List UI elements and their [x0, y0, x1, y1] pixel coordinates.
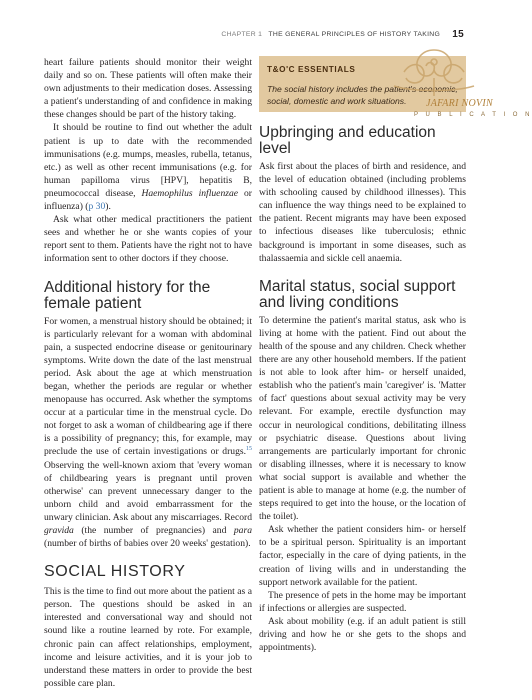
- paragraph-spirituality: Ask whether the patient considers him- or herself to be a spiritual person. Spirituality is an important factor, especially in the care of dying patients, in the creation of living wills and in understanding the support network available for the patient.: [259, 524, 466, 588]
- paragraph-immunisations: It should be routine to find out whether the adult patient is up to date with the recommended immunisations (e.g. mumps, measles, rubella, tetanus, etc.) as well as other recent immunisations (e.g. for human papilloma virus [HPV], hepatitis B, pneumococcal disease, Haemophilus influenzae or influenza) (p 30).: [44, 122, 252, 213]
- heading-upbringing: Upbringing and education level: [259, 124, 436, 157]
- page-reference-link[interactable]: p 30: [88, 201, 106, 213]
- heading-female-history: Additional history for the female patient: [44, 278, 211, 312]
- left-column: [44, 56, 252, 690]
- right-column: [259, 56, 466, 654]
- paragraph-upbringing: Ask first about the places of birth and residence, and the level of education obtained (including problems with schooling caused by childhood illnesses). This can influence the way things need to be explained to the patient. Recent migrants may have been exposed to infectious diseases like tuberculosis; ethnic background is important in some diseases, such as thalassaemia and sickle cell anaemia.: [259, 161, 466, 264]
- publisher-watermark-logo: [384, 42, 532, 118]
- heading-social-history: SOCIAL HISTORY: [44, 563, 186, 581]
- paragraph-mobility: Ask about mobility (e.g. if an adult patient is still driving and how he or she gets to the shops and appointments).: [259, 615, 466, 654]
- paragraph-menstrual-history: For women, a menstrual history should be obtained; it is particularly relevant for a woman with abdominal pain, a suspected endocrine disease or genitourinary symptoms. Write down the date of the last menstrual period. Ask about the age at which menstruation began, whether the periods are regular or whether menopause has occurred. Ask whether the symptoms occur at a particular time in the menstrual cycle. Do not forget to ask a woman of childbearing age if there is a possibility of pregnancy; this, for example, may preclude the use of certain investigations or drugs.$^{15}$ Observing the well-known axiom that 'every woman of childbearing years is pregnant until proven otherwise' can prevent unnecessary danger to the unborn child and avoid embarrassment for the unwary clinician. Ask about any miscarriages. Record gravida (the number of pregnancies) and para (number of births of babies over 20 weeks' gestation).: [44, 315, 252, 550]
- paragraph-heart-failure: heart failure patients should monitor their weight daily and so on. These patients will often make their own adjustments to their medication doses. Assessing a patient's understanding of and confidence in making these changes should be part of the history taking.: [44, 57, 252, 121]
- paragraph-pets: The presence of pets in the home may be important if infections or allergies are suspected.: [259, 589, 466, 614]
- page-number: 15: [452, 29, 464, 40]
- paragraph-social-history: This is the time to find out more about the patient as a person. The questions should be asked in an interested and conversational way and should not sound like a routine learned by rote. For example, chronic pain can affect relationships, employment, income and leisure activities, and it is your job to understand these matters in order to provide the best possible care plan.: [44, 586, 252, 689]
- heading-marital-status: Marital status, social support and living conditions: [259, 277, 456, 311]
- paragraph-marital-status: To determine the patient's marital status, ask who is living at home with the patient. Find out about the health of the spouse and any children. Check whether there are any other household members. If the patient is not able to look after him- or herself unaided, establish who the patient's main 'caregiver' is. 'Matter of fact' questions about sexual activity may be very relevant. For example, erectile dysfunction may occur in neurological conditions, debilitating illness or psychiatric disease. Questions about living arrangements are particularly important for chronic or disabling illnesses, where it is necessary to know what social support is available and whether the patient is able to manage at home (e.g. the number of steps required to get into the house, or the location of the toilet).: [259, 314, 466, 523]
- paragraph-other-practitioners: Ask what other medical practitioners the patient sees and whether he or she wants copies of your report sent to them. Patients have the right not to have information sent to other doctors if they choose.: [44, 214, 252, 265]
- essentials-title: T&O'C ESSENTIALS: [267, 65, 356, 74]
- chapter-title: THE GENERAL PRINCIPLES OF HISTORY TAKING: [268, 31, 441, 38]
- watermark-publication: P U B L I C A T I O N: [414, 112, 532, 118]
- essentials-body: The social history includes the patient's economic, social, domestic and work situations.: [267, 84, 458, 106]
- citation-link[interactable]: 15: [246, 446, 252, 453]
- watermark-name: JAFARI NOVIN: [426, 98, 494, 109]
- chapter-label: CHAPTER 1: [221, 31, 263, 38]
- watermark-ornament-icon: [384, 42, 484, 102]
- running-header: [200, 29, 464, 40]
